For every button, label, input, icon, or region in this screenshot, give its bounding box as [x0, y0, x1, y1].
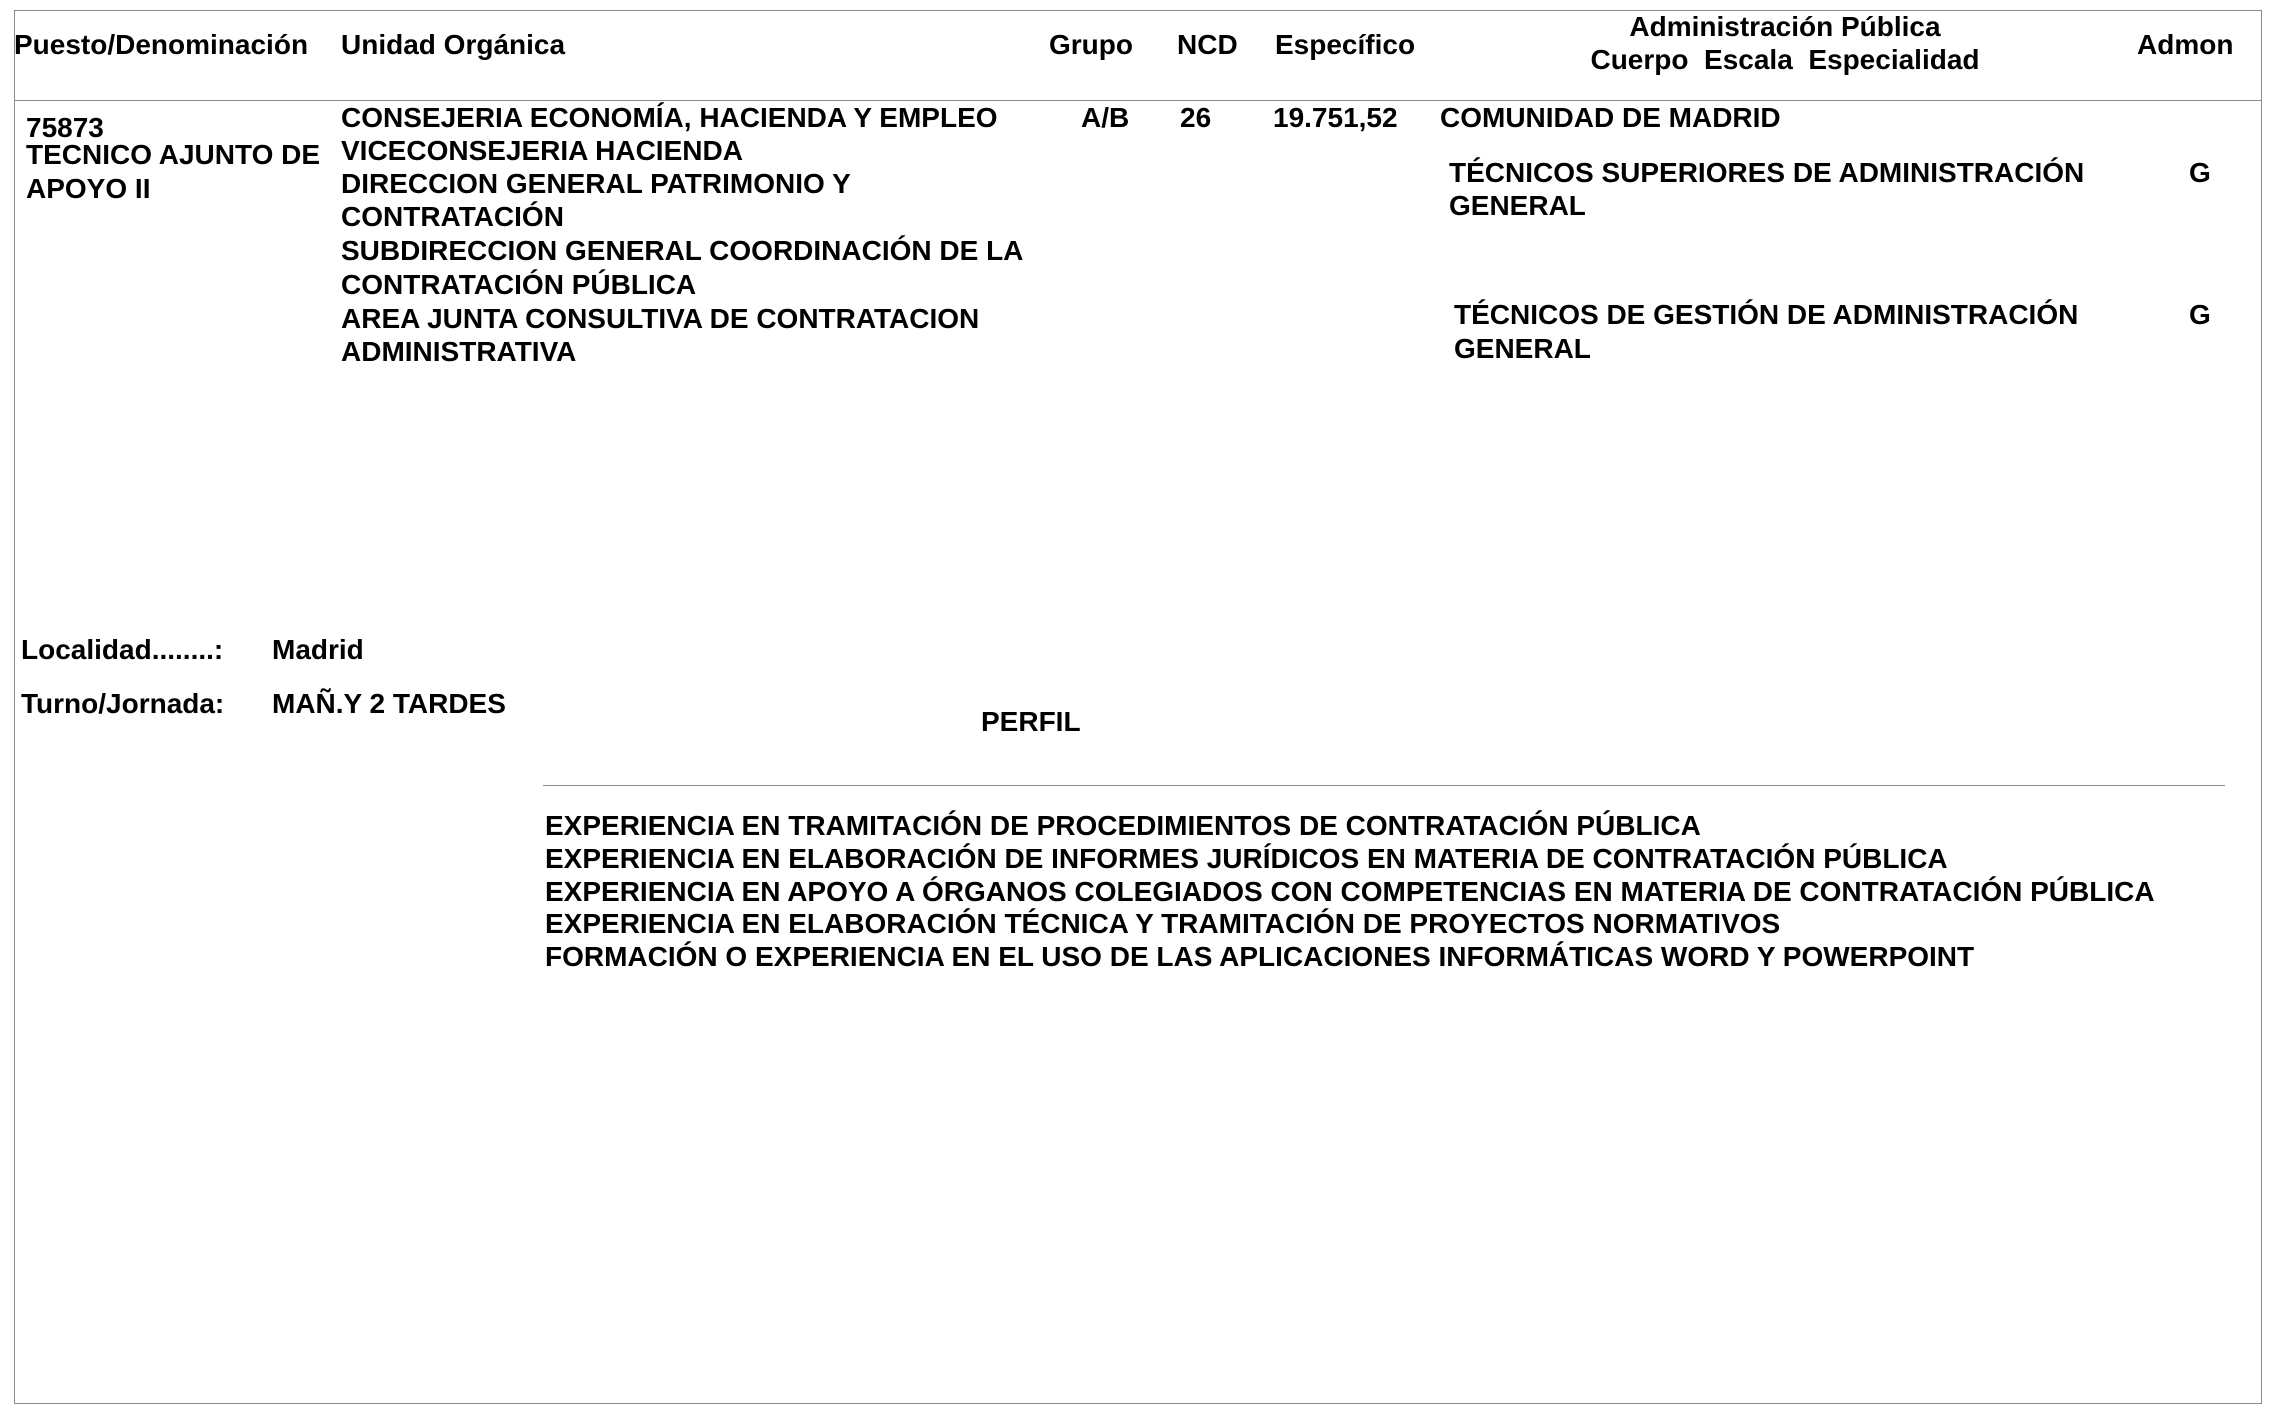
puesto-codigo: 75873 — [26, 112, 104, 143]
cuerpo-admon: G — [2189, 157, 2211, 188]
header-especifico: Específico — [1275, 29, 1416, 60]
header-ncd: NCD — [1177, 29, 1238, 60]
header-unidad-organica: Unidad Orgánica — [341, 29, 566, 60]
puesto-denominacion-line2: APOYO II — [26, 173, 151, 204]
unidad-organica-line: CONTRATACIÓN — [341, 201, 564, 232]
header-cuerpo-escala-especialidad: Cuerpo Escala Especialidad — [1590, 44, 1980, 75]
localidad-value: Madrid — [272, 634, 364, 665]
cuerpo-line2: GENERAL — [1454, 333, 1591, 364]
header-administracion-publica: Administración Pública — [1629, 11, 1941, 42]
header-grupo: Grupo — [1049, 29, 1133, 60]
puesto-denominacion-line1: TECNICO AJUNTO DE — [26, 139, 321, 170]
especifico-value: 19.751,52 — [1273, 102, 1398, 133]
unidad-organica-line: AREA JUNTA CONSULTIVA DE CONTRATACION — [341, 303, 980, 334]
unidad-organica-line: DIRECCION GENERAL PATRIMONIO Y — [341, 168, 851, 199]
turno-value: MAÑ.Y 2 TARDES — [272, 688, 506, 719]
perfil-item: EXPERIENCIA EN ELABORACIÓN DE INFORMES JURÍDICOS EN MATERIA DE CONTRATACIÓN PÚBLICA — [545, 843, 1948, 874]
header-admon: Admon — [2137, 29, 2234, 60]
perfil-title: PERFIL — [981, 706, 1081, 737]
perfil-item: EXPERIENCIA EN ELABORACIÓN TÉCNICA Y TRAMITACIÓN DE PROYECTOS NORMATIVOS — [545, 908, 1781, 939]
unidad-organica-line: ADMINISTRATIVA — [341, 336, 577, 367]
header-puesto: Puesto/Denominación — [14, 29, 309, 60]
perfil-item: EXPERIENCIA EN APOYO A ÓRGANOS COLEGIADOS CON COMPETENCIAS EN MATERIA DE CONTRATACIÓN PÚBLICA — [545, 876, 2155, 907]
perfil-item: EXPERIENCIA EN TRAMITACIÓN DE PROCEDIMIENTOS DE CONTRATACIÓN PÚBLICA — [545, 810, 1701, 841]
cuerpo-admon: G — [2189, 299, 2211, 330]
unidad-organica-line: CONSEJERIA ECONOMÍA, HACIENDA Y EMPLEO — [341, 102, 998, 133]
administracion-value: COMUNIDAD DE MADRID — [1440, 102, 1781, 133]
unidad-organica-line: CONTRATACIÓN PÚBLICA — [341, 269, 697, 300]
turno-label: Turno/Jornada: — [21, 688, 225, 719]
ncd-value: 26 — [1180, 102, 1212, 133]
cuerpo-line1: TÉCNICOS DE GESTIÓN DE ADMINISTRACIÓN — [1454, 299, 2079, 330]
grupo-value: A/B — [1081, 102, 1130, 133]
cuerpo-line2: GENERAL — [1449, 190, 1586, 221]
cuerpo-line1: TÉCNICOS SUPERIORES DE ADMINISTRACIÓN — [1449, 157, 2085, 188]
perfil-item: FORMACIÓN O EXPERIENCIA EN EL USO DE LAS APLICACIONES INFORMÁTICAS WORD Y POWERPOINT — [545, 941, 1975, 972]
localidad-label: Localidad........: — [21, 634, 224, 665]
perfil-divider — [543, 785, 2225, 786]
unidad-organica-line: SUBDIRECCION GENERAL COORDINACIÓN DE LA — [341, 235, 1024, 266]
unidad-organica-line: VICECONSEJERIA HACIENDA — [341, 135, 743, 166]
